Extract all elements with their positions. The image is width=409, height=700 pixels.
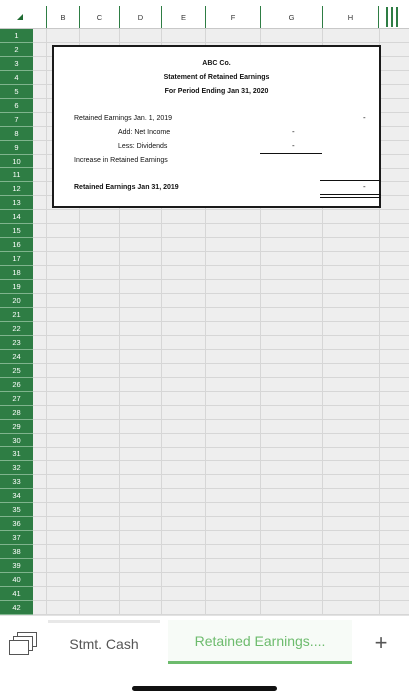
row-header-8[interactable]: 8 [0, 127, 33, 141]
row-header-2[interactable]: 2 [0, 43, 33, 57]
sheet-tab-bar [0, 615, 409, 667]
grid-row-line [33, 460, 409, 461]
select-all-corner[interactable] [0, 0, 33, 29]
row-header-5[interactable]: 5 [0, 85, 33, 99]
statement-title: Statement of Retained Earnings [163, 74, 270, 81]
dividends-value: - [292, 141, 295, 150]
net-income-label: Add: Net Income [118, 129, 171, 136]
row-header-37[interactable]: 37 [0, 531, 33, 545]
row-header-27[interactable]: 27 [0, 392, 33, 406]
beginning-retained-earnings-label: Retained Earnings Jan. 1, 2019 [74, 115, 173, 122]
row-header-40[interactable]: 40 [0, 573, 33, 587]
retained-earnings-statement[interactable] [52, 45, 381, 208]
row-header-15[interactable]: 15 [0, 224, 33, 238]
total-double-underline-2 [320, 197, 381, 198]
increase-retained-earnings-label: Increase in Retained Earnings [74, 157, 168, 164]
grid-row-line [33, 558, 409, 559]
grid-row-line [33, 293, 409, 294]
row-header-10[interactable]: 10 [0, 155, 33, 169]
tab-stmt-cash[interactable]: Stmt. Cash [48, 620, 160, 664]
row-header-34[interactable]: 34 [0, 489, 33, 503]
grid-row-line [33, 530, 409, 531]
row-header-42[interactable]: 42 [0, 601, 33, 615]
row-header-4[interactable]: 4 [0, 71, 33, 85]
ending-retained-earnings-label: Retained Earnings Jan 31, 2019 [74, 184, 179, 191]
row-header-14[interactable]: 14 [0, 210, 33, 224]
row-header-16[interactable]: 16 [0, 238, 33, 252]
row-header-1[interactable]: 1 [0, 29, 33, 43]
home-indicator-area [0, 667, 409, 700]
row-header-23[interactable]: 23 [0, 336, 33, 350]
grid-row-line [33, 516, 409, 517]
column-header-g[interactable]: G [260, 6, 322, 28]
grid-row-line [33, 42, 409, 43]
grid-row-line [33, 544, 409, 545]
column-header-f[interactable]: F [205, 6, 260, 28]
column-header-d[interactable]: D [119, 6, 161, 28]
row-header-6[interactable]: 6 [0, 99, 33, 113]
row-header-11[interactable]: 11 [0, 169, 33, 183]
row-header-7[interactable]: 7 [0, 113, 33, 127]
net-income-value: - [292, 127, 295, 136]
row-header-30[interactable]: 30 [0, 434, 33, 448]
column-header-bar [0, 0, 409, 29]
grid-row-line [33, 363, 409, 364]
row-header-18[interactable]: 18 [0, 266, 33, 280]
row-header-28[interactable]: 28 [0, 406, 33, 420]
grid-column-line [46, 29, 47, 615]
grid-row-line [33, 405, 409, 406]
statement-period: For Period Ending Jan 31, 2020 [164, 88, 269, 95]
row-header-17[interactable]: 17 [0, 252, 33, 266]
dividends-label: Less: Dividends [118, 143, 168, 150]
grid-row-line [33, 572, 409, 573]
total-double-underline-1 [320, 194, 381, 195]
grid-row-line [33, 307, 409, 308]
row-header-26[interactable]: 26 [0, 378, 33, 392]
subtotal-rule [320, 180, 381, 181]
grid-row-line [33, 209, 409, 210]
row-header-3[interactable]: 3 [0, 57, 33, 71]
column-freeze-handle-icon[interactable] [382, 7, 402, 27]
grid-row-line [33, 237, 409, 238]
grid-row-line [33, 223, 409, 224]
row-header-39[interactable]: 39 [0, 559, 33, 573]
grid-row-line [33, 586, 409, 587]
company-name: ABC Co. [202, 60, 231, 67]
row-header-9[interactable]: 9 [0, 141, 33, 155]
grid-row-line [33, 419, 409, 420]
grid-row-line [33, 447, 409, 448]
grid-row-line [33, 391, 409, 392]
grid-row-line [33, 265, 409, 266]
tab-retained-earnings[interactable]: Retained Earnings.... [168, 620, 352, 664]
row-header-41[interactable]: 41 [0, 587, 33, 601]
row-header-12[interactable]: 12 [0, 182, 33, 196]
row-header-column [0, 29, 33, 615]
grid-row-line [33, 251, 409, 252]
row-header-35[interactable]: 35 [0, 503, 33, 517]
grid-row-line [33, 502, 409, 503]
row-header-29[interactable]: 29 [0, 420, 33, 434]
grid-row-line [33, 433, 409, 434]
row-header-22[interactable]: 22 [0, 322, 33, 336]
grid-row-line [33, 321, 409, 322]
row-header-33[interactable]: 33 [0, 475, 33, 489]
row-header-25[interactable]: 25 [0, 364, 33, 378]
row-header-36[interactable]: 36 [0, 517, 33, 531]
add-sheet-button[interactable]: + [374, 630, 388, 655]
row-header-31[interactable]: 31 [0, 448, 33, 462]
grid-row-line [33, 377, 409, 378]
grid-row-line [33, 600, 409, 601]
row-header-20[interactable]: 20 [0, 294, 33, 308]
row-header-24[interactable]: 24 [0, 350, 33, 364]
grid-row-line [33, 279, 409, 280]
grid-row-line [33, 335, 409, 336]
home-indicator[interactable] [132, 686, 277, 691]
grid-row-line [33, 349, 409, 350]
grid-row-line [33, 474, 409, 475]
row-header-13[interactable]: 13 [0, 196, 33, 210]
row-header-32[interactable]: 32 [0, 461, 33, 475]
row-header-21[interactable]: 21 [0, 308, 33, 322]
ending-retained-earnings-value: - [363, 182, 366, 191]
row-header-38[interactable]: 38 [0, 545, 33, 559]
sheets-overview-icon[interactable] [9, 632, 39, 656]
beginning-retained-earnings-value: - [363, 113, 366, 122]
column-header-b[interactable]: B [46, 6, 79, 28]
dividends-underline [260, 153, 322, 154]
grid-row-line [33, 488, 409, 489]
column-header-h[interactable]: H [322, 6, 379, 28]
corner-triangle-icon [17, 14, 23, 20]
column-header-c[interactable]: C [79, 6, 119, 28]
row-header-19[interactable]: 19 [0, 280, 33, 294]
column-header-e[interactable]: E [161, 6, 205, 28]
